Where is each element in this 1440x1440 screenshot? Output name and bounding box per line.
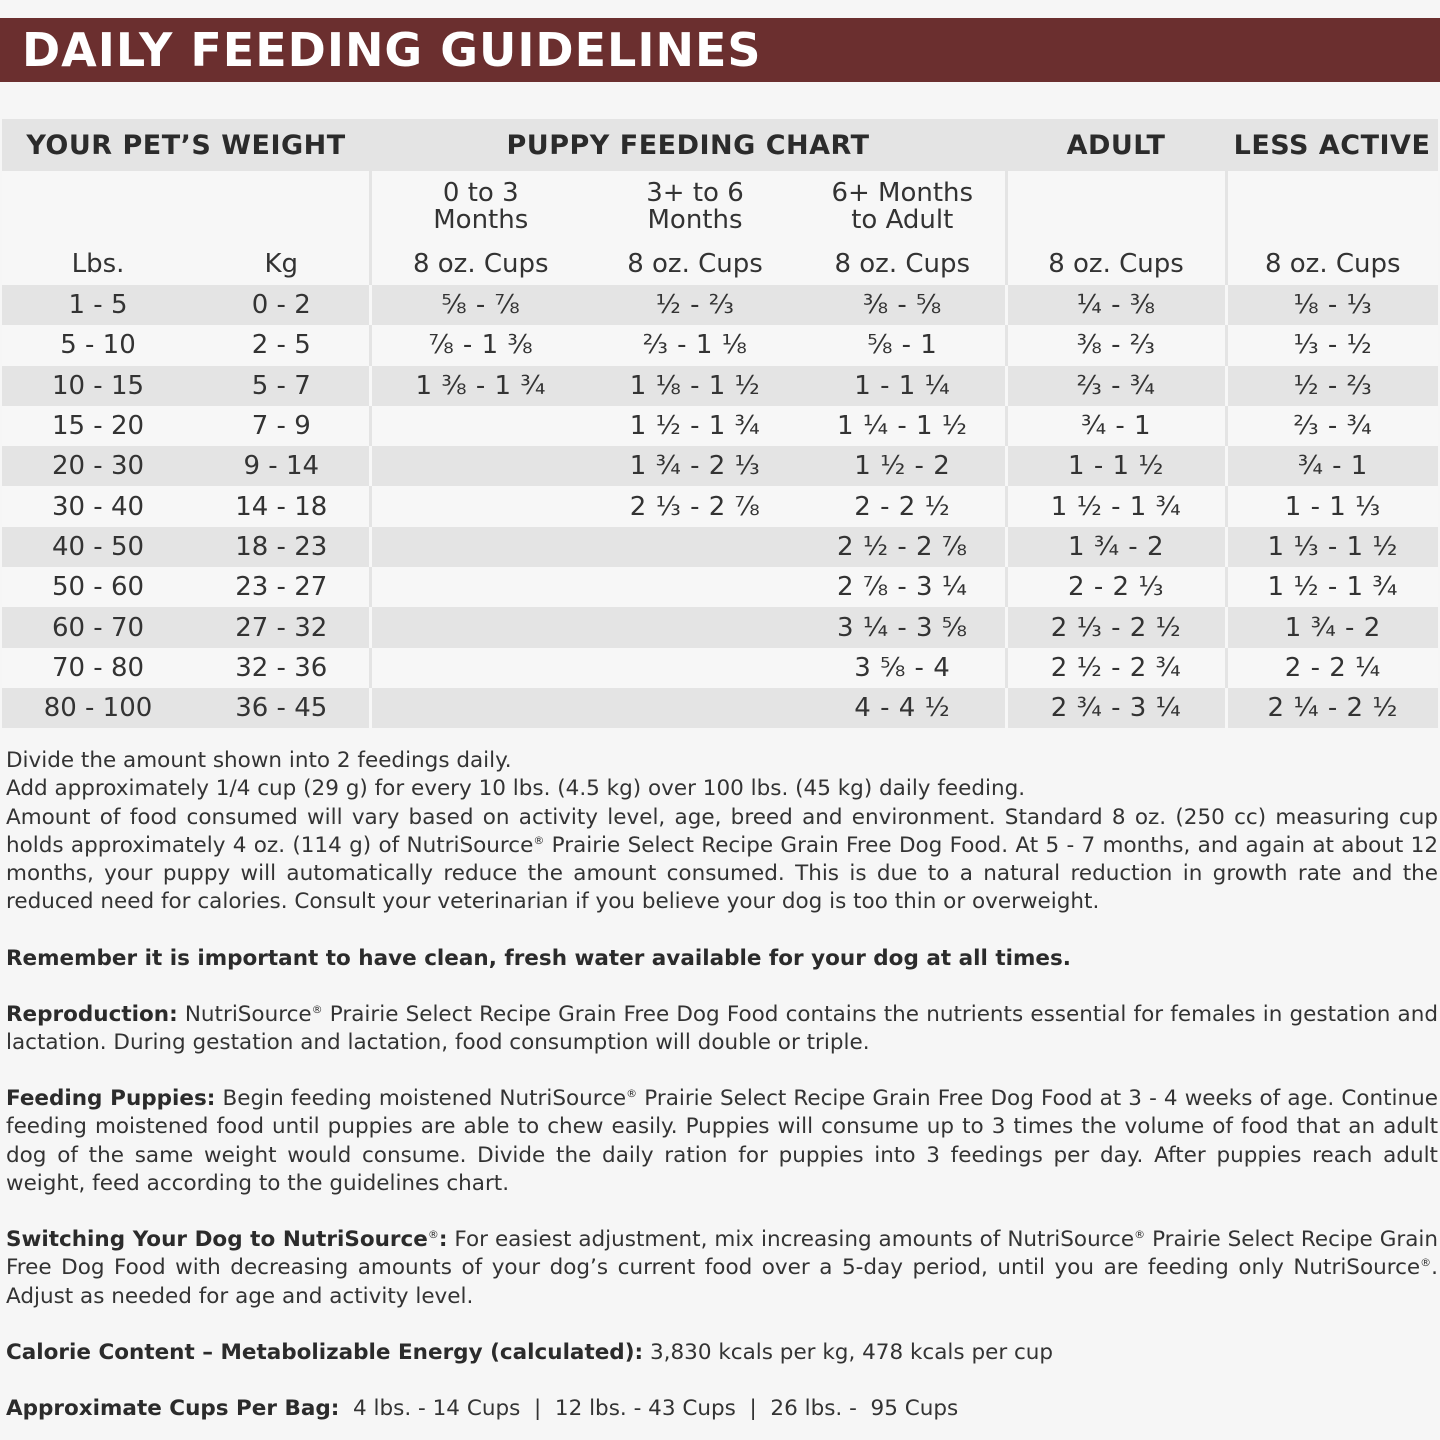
cell-kg: 27 - 32 <box>194 607 370 647</box>
feeding-puppies-note: Feeding Puppies: Begin feeding moistened NutriSource® Prairie Select Recipe Grain Free Dog Food at 3 - 4 weeks of age. Continue feeding moistened food until puppies are able to chew easily. Puppies will consume up to 3 times the volume of food that an adult dog of the same weight would consume. Divide the daily ration for puppies into 3 feedings per day. After puppies reach adult weight, feed according to the guidelines chart. <box>6 1086 1438 1196</box>
cell-6-months-adult: 2 - 2 ½ <box>800 486 1006 526</box>
cell-less-active: ½ - ⅔ <box>1226 366 1438 406</box>
cell-lbs: 40 - 50 <box>2 527 194 567</box>
cell-less-active: 2 - 2 ¼ <box>1226 648 1438 688</box>
cell-kg: 5 - 7 <box>194 366 370 406</box>
cell-kg: 23 - 27 <box>194 567 370 607</box>
cell-less-active: ⅛ - ⅓ <box>1226 285 1438 325</box>
cell-lbs: 80 - 100 <box>2 688 194 728</box>
cell-lbs: 60 - 70 <box>2 607 194 647</box>
subheader-empty <box>2 171 194 243</box>
cell-6-months-adult: 3 ⅝ - 4 <box>800 648 1006 688</box>
table-age-header-row <box>2 171 1438 243</box>
switching-note: Switching Your Dog to NutriSource®: For easiest adjustment, mix increasing amounts of NutriSource® Prairie Select Recipe Grain Free Dog Food with decreasing amounts of your dog’s current food over a 5-day period, until you are feeding only NutriSource®. Adjust as needed for age and activity level. <box>6 1227 1438 1309</box>
cell-6-months-adult: 1 - 1 ¼ <box>800 366 1006 406</box>
cell-0-3-months <box>370 567 590 607</box>
unit-cups: 8 oz. Cups <box>1226 243 1438 285</box>
cell-lbs: 20 - 30 <box>2 446 194 486</box>
table-row <box>2 285 1438 325</box>
cell-3-6-months: 1 ⅛ - 1 ½ <box>590 366 800 406</box>
subheader-0-3-months: 0 to 3 Months <box>370 171 590 243</box>
cell-adult: 2 - 2 ⅓ <box>1006 567 1226 607</box>
table-row <box>2 366 1438 406</box>
table-row <box>2 406 1438 446</box>
title-banner <box>0 18 1440 82</box>
cell-0-3-months: 1 ⅜ - 1 ¾ <box>370 366 590 406</box>
cell-lbs: 30 - 40 <box>2 486 194 526</box>
cell-kg: 9 - 14 <box>194 446 370 486</box>
cups-per-bag: Approximate Cups Per Bag: 4 lbs. - 14 Cups | 12 lbs. - 43 Cups | 26 lbs. - 95 Cups <box>6 1396 959 1421</box>
subheader-less-active <box>1226 171 1438 243</box>
cell-3-6-months: 2 ⅓ - 2 ⅞ <box>590 486 800 526</box>
cell-less-active: 1 ½ - 1 ¾ <box>1226 567 1438 607</box>
cell-0-3-months <box>370 527 590 567</box>
cell-adult: ⅜ - ⅔ <box>1006 325 1226 365</box>
table-row <box>2 688 1438 728</box>
note-amount: Amount of food consumed will vary based on activity level, age, breed and environment. Standard 8 oz. (250 cc) measuring cup holds approximately 4 oz. (114 g) of NutriSource® Prairie Select Recipe Grain Free Dog Food. At 5 - 7 months, and again at about 12 months, your puppy will automatically reduce the amount consumed. This is due to a natural reduction in growth rate and the reduced need for calories. Consult your veterinarian if you believe your dog is too thin or overweight. <box>6 804 1439 915</box>
cell-adult: 1 ¾ - 2 <box>1006 527 1226 567</box>
cell-6-months-adult: ⅝ - 1 <box>800 325 1006 365</box>
table-units-row <box>2 243 1438 285</box>
cell-less-active: 1 - 1 ⅓ <box>1226 486 1438 526</box>
subheader-6-months-adult: 6+ Months to Adult <box>800 171 1006 243</box>
cell-6-months-adult: 2 ⅞ - 3 ¼ <box>800 567 1006 607</box>
cell-0-3-months <box>370 688 590 728</box>
cell-3-6-months: 1 ½ - 1 ¾ <box>590 406 800 446</box>
cell-kg: 36 - 45 <box>194 688 370 728</box>
table-row <box>2 607 1438 647</box>
cell-lbs: 1 - 5 <box>2 285 194 325</box>
cell-kg: 2 - 5 <box>194 325 370 365</box>
subheader-3-6-months: 3+ to 6 Months <box>590 171 800 243</box>
cell-0-3-months: ⅝ - ⅞ <box>370 285 590 325</box>
cell-kg: 18 - 23 <box>194 527 370 567</box>
cell-6-months-adult: 4 - 4 ½ <box>800 688 1006 728</box>
cell-less-active: 1 ¾ - 2 <box>1226 607 1438 647</box>
cell-6-months-adult: 2 ½ - 2 ⅞ <box>800 527 1006 567</box>
cell-kg: 7 - 9 <box>194 406 370 446</box>
cell-adult: 2 ½ - 2 ¾ <box>1006 648 1226 688</box>
cell-adult: 1 ½ - 1 ¾ <box>1006 486 1226 526</box>
table-row <box>2 567 1438 607</box>
table-row <box>2 446 1438 486</box>
water-note: Remember it is important to have clean, fresh water available for your dog at all times. <box>6 946 1071 971</box>
cell-less-active: ⅓ - ½ <box>1226 325 1438 365</box>
cell-3-6-months <box>590 527 800 567</box>
cell-3-6-months: ½ - ⅔ <box>590 285 800 325</box>
table-row <box>2 648 1438 688</box>
cell-less-active: ¾ - 1 <box>1226 446 1438 486</box>
cell-lbs: 15 - 20 <box>2 406 194 446</box>
cell-lbs: 50 - 60 <box>2 567 194 607</box>
cell-less-active: ⅔ - ¾ <box>1226 406 1438 446</box>
feeding-notes <box>6 747 1438 917</box>
feeding-table <box>2 119 1438 728</box>
cell-3-6-months <box>590 567 800 607</box>
note-divide: Divide the amount shown into 2 feedings daily. <box>6 748 512 773</box>
cell-adult: 2 ¾ - 3 ¼ <box>1006 688 1226 728</box>
unit-cups: 8 oz. Cups <box>1006 243 1226 285</box>
cell-3-6-months <box>590 607 800 647</box>
cell-6-months-adult: 1 ½ - 2 <box>800 446 1006 486</box>
table-row <box>2 325 1438 365</box>
cell-kg: 32 - 36 <box>194 648 370 688</box>
unit-kg: Kg <box>194 243 370 285</box>
cell-3-6-months: 1 ¾ - 2 ⅓ <box>590 446 800 486</box>
cell-0-3-months <box>370 446 590 486</box>
table-group-header-row <box>2 119 1438 171</box>
note-over-100: Add approximately 1/4 cup (29 g) for every 10 lbs. (4.5 kg) over 100 lbs. (45 kg) daily feeding. <box>6 776 1026 802</box>
cell-0-3-months <box>370 406 590 446</box>
cell-3-6-months <box>590 648 800 688</box>
cell-3-6-months <box>590 688 800 728</box>
cell-less-active: 1 ⅓ - 1 ½ <box>1226 527 1438 567</box>
header-less-active: LESS ACTIVE <box>1226 119 1438 171</box>
cell-0-3-months <box>370 486 590 526</box>
cell-0-3-months: ⅞ - 1 ⅜ <box>370 325 590 365</box>
calorie-content: Calorie Content – Metabolizable Energy (calculated): 3,830 kcals per kg, 478 kcals per cup <box>6 1340 1054 1365</box>
cell-6-months-adult: ⅜ - ⅝ <box>800 285 1006 325</box>
subheader-adult <box>1006 171 1226 243</box>
reproduction-note: Reproduction: NutriSource® Prairie Select Recipe Grain Free Dog Food contains the nutrients essential for females in gestation and lactation. During gestation and lactation, food consumption will double or triple. <box>6 1002 1438 1056</box>
cell-adult: ¼ - ⅜ <box>1006 285 1226 325</box>
cell-3-6-months: ⅔ - 1 ⅛ <box>590 325 800 365</box>
cell-adult: ¾ - 1 <box>1006 406 1226 446</box>
cell-adult: ⅔ - ¾ <box>1006 366 1226 406</box>
cell-adult: 1 - 1 ½ <box>1006 446 1226 486</box>
unit-cups: 8 oz. Cups <box>370 243 590 285</box>
cell-kg: 0 - 2 <box>194 285 370 325</box>
table-row <box>2 527 1438 567</box>
unit-cups: 8 oz. Cups <box>800 243 1006 285</box>
unit-cups: 8 oz. Cups <box>590 243 800 285</box>
cell-adult: 2 ⅓ - 2 ½ <box>1006 607 1226 647</box>
subheader-empty <box>194 171 370 243</box>
page-title: DAILY FEEDING GUIDELINES <box>22 23 762 77</box>
header-adult: ADULT <box>1006 119 1226 171</box>
cell-6-months-adult: 3 ¼ - 3 ⅝ <box>800 607 1006 647</box>
cell-0-3-months <box>370 607 590 647</box>
cell-lbs: 5 - 10 <box>2 325 194 365</box>
cell-kg: 14 - 18 <box>194 486 370 526</box>
cell-less-active: 2 ¼ - 2 ½ <box>1226 688 1438 728</box>
cell-lbs: 10 - 15 <box>2 366 194 406</box>
cell-6-months-adult: 1 ¼ - 1 ½ <box>800 406 1006 446</box>
table-row <box>2 486 1438 526</box>
cell-0-3-months <box>370 648 590 688</box>
header-puppy-chart: PUPPY FEEDING CHART <box>370 119 1006 171</box>
unit-lbs: Lbs. <box>2 243 194 285</box>
header-pet-weight: YOUR PET’S WEIGHT <box>2 119 370 171</box>
cell-lbs: 70 - 80 <box>2 648 194 688</box>
